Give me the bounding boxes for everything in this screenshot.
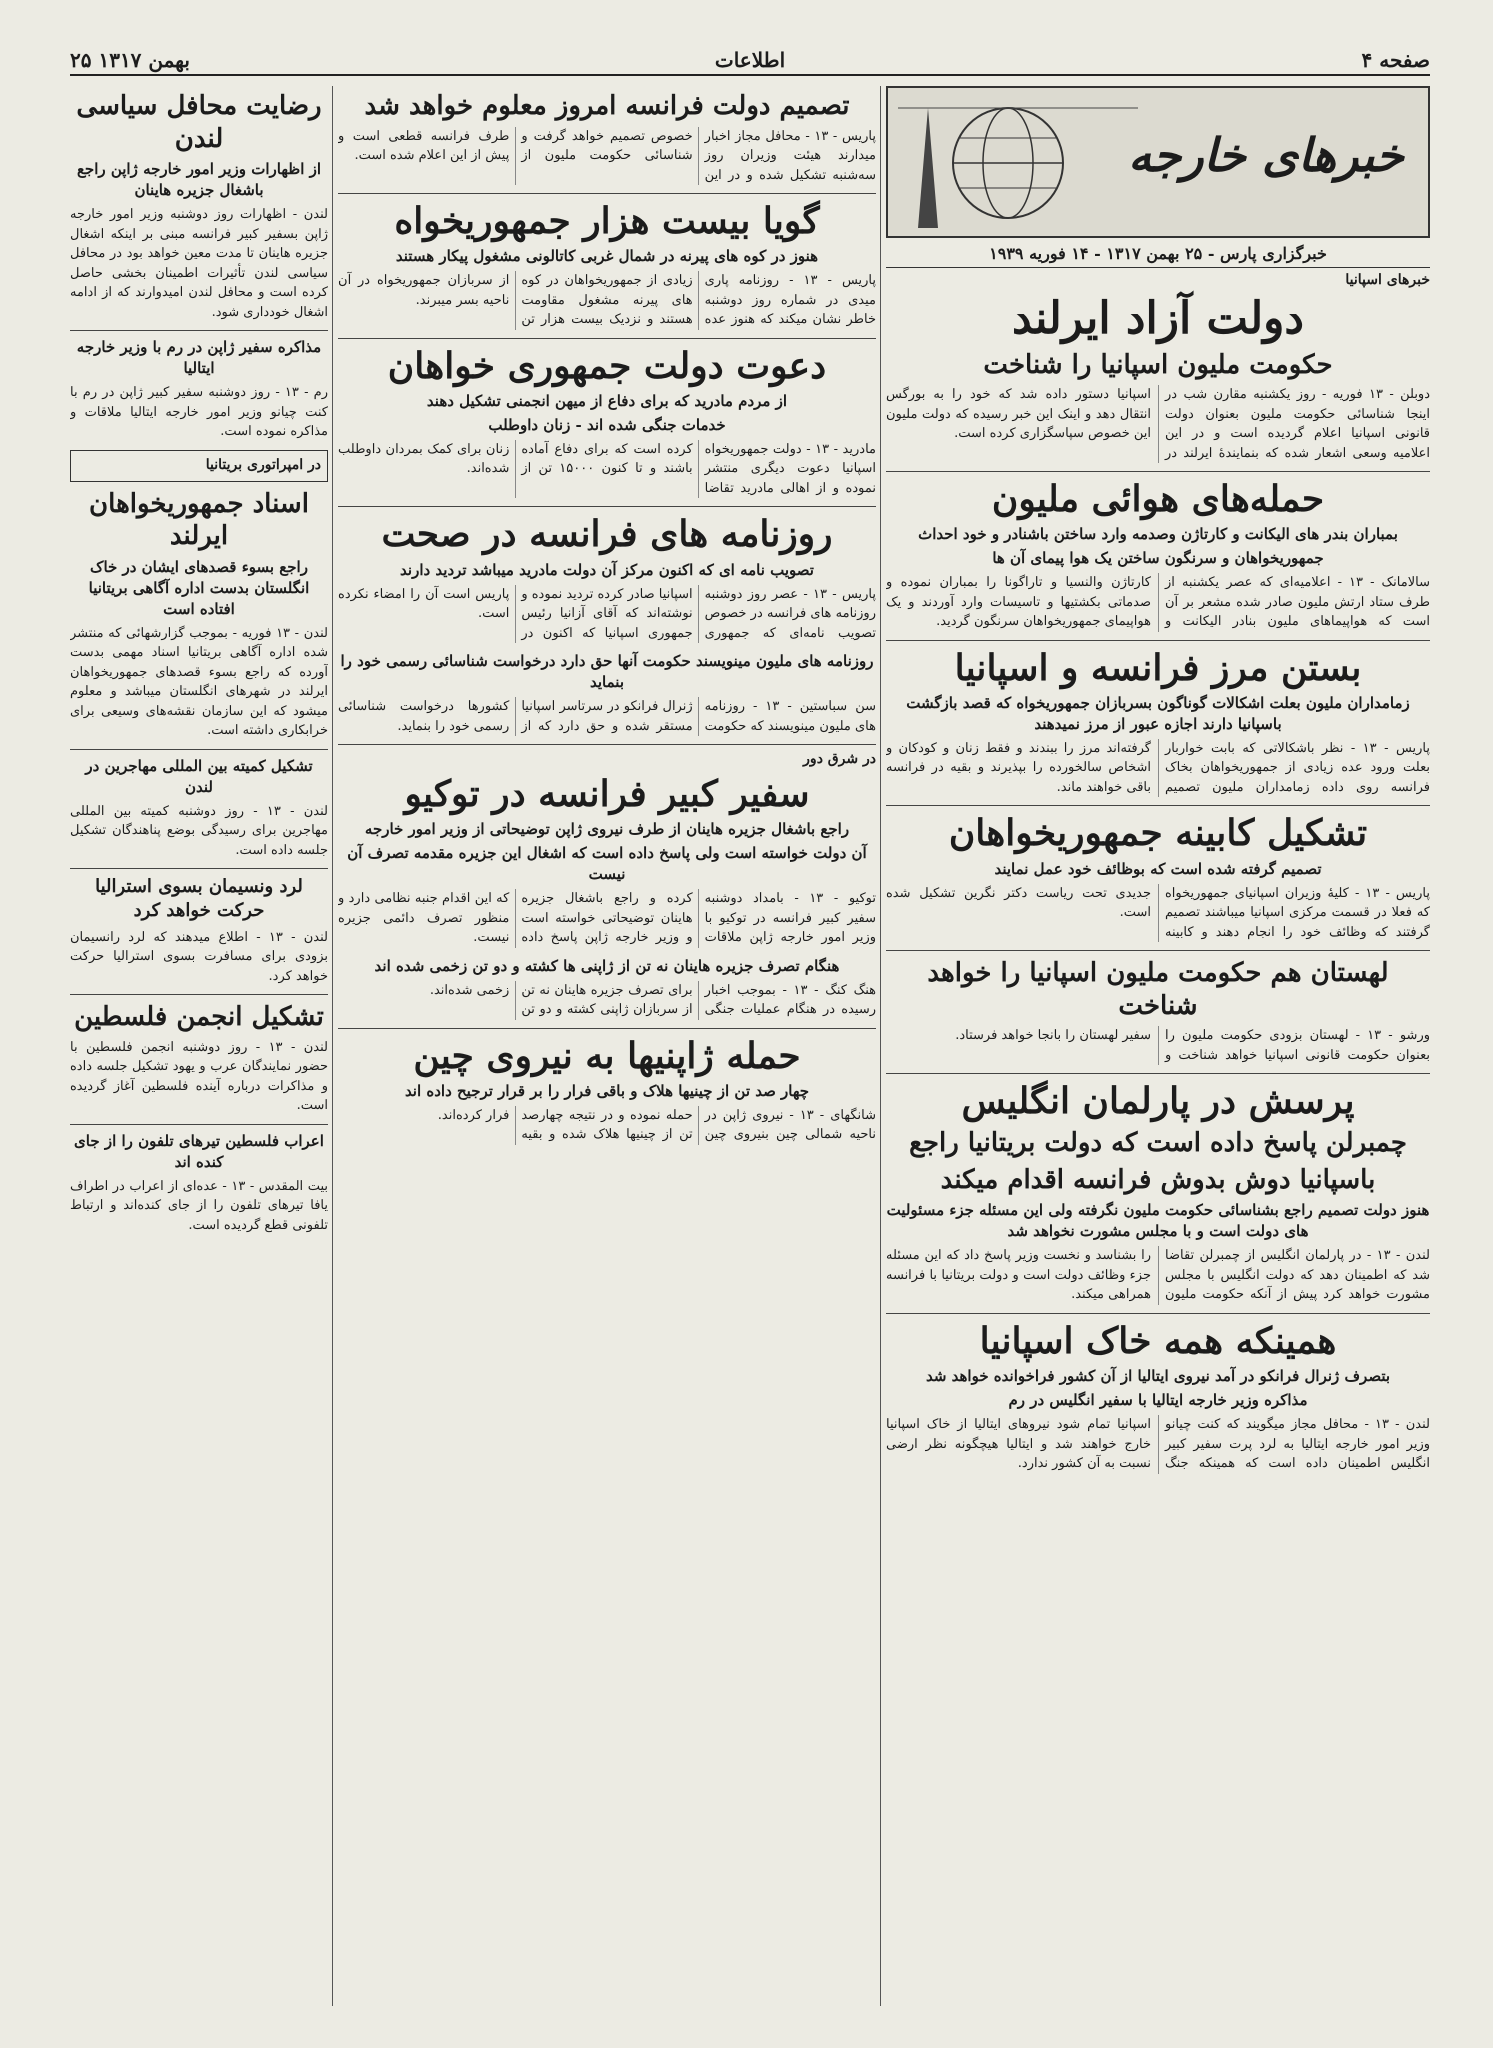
article-subheadline: حکومت ملیون اسپانیا را شناخت xyxy=(983,349,1333,380)
foreign-news-banner xyxy=(886,86,1430,238)
article-subheadline: هنگام تصرف جزیره هاینان نه تن از ژاپنی ها کشته و دو تن زخمی شده اند xyxy=(374,956,840,975)
section-tag: خبرهای اسپانیا xyxy=(1345,272,1430,288)
section-tag: در شرق دور xyxy=(803,751,876,768)
article-headline: اسناد جمهوریخواهان ایرلند xyxy=(89,488,309,551)
column-divider xyxy=(332,86,333,2006)
article-subheadline: روزنامه های ملیون مینویسند حکومت آنها حق دارد درخواست شناسائی رسمی خود را بنماید xyxy=(340,652,874,692)
article-body: پاریس - ۱۳ - کلیهٔ وزیران اسپانیای جمهوریخواه که فعلا در قسمت مرکزی اسپانیا میباشند تصمیم گرفتند که وظائف خود را انجام دهند و کابینه جدیدی تحت ریاست دکتر نگرین تشکیل شده است. xyxy=(886,885,1430,940)
article-headline: اعراب فلسطین تیرهای تلفون را از جای کنده اند xyxy=(74,1131,324,1171)
divider xyxy=(886,471,1430,472)
article-headline: تشکیل کابینه جمهوریخواهان xyxy=(948,812,1368,855)
article-subheadline: بمباران بندر های الیکانت و کارتاژن وصدمه وارد ساختن باشنادر و خود احداث xyxy=(918,525,1398,544)
article-body: سالامانک - ۱۳ - اعلامیه‌ای که عصر یکشنبه از طرف ستاد ارتش ملیون صادر شده مشعر بر آن است که هواپیماهای ملیون بنادر الیکانت و کارتاژن والنسیا و تاراگونا را بمباران نموده و صدماتی بکشتیها و تاسیسات وارد آوردند و یک هواپیمای جمهوریخواهان سرنگون گردید. xyxy=(886,575,1430,630)
divider xyxy=(338,506,876,507)
article-body: دوبلن - ۱۳ فوریه - روز یکشنبه مقارن شب در اینجا شناسائی حکومت ملیون بعنوان دولت قانونی اسپانیا اعلام گردیده است و در این اعلامیه وسعی اشعار شده که بنمایندهٔ ایرلند در اسپانیا دستور داده شد که خود را به بورگس انتقال دهد و اینک این خبر رسیده که دولت ملیون این خصوص سپاسگزاری کرده است. xyxy=(886,387,1430,461)
masthead-paper-name: اطلاعات xyxy=(714,48,786,72)
article-body: لندن - ۱۳ - اطلاع میدهند که لرد رانسیمان بزودی برای مسافرت بسوی استرالیا حرکت خواهد کرد. xyxy=(70,929,328,984)
article-body: ورشو - ۱۳ - لهستان بزودی حکومت ملیون را بعنوان حکومت قانونی اسپانیا خواهد شناخت و سفیر لهستان را بانجا خواهد فرستاد. xyxy=(955,1028,1430,1063)
article-body: لندن - اظهارات روز دوشنبه وزیر امور خارجه ژاپن بسفیر کبیر فرانسه مبنی بر اینکه اشغال جزیره هاینان تا مدت معین خواهد بود در محافل سیاسی لندن تأثیرات اطمینان بخشی حاصل کرده است و محافل لندن امیدوارند که از ادامه اشغال خودداری شود. xyxy=(70,207,328,320)
article-body: پاریس - ۱۳ - محافل مجاز اخبار میدارند هیئت وزیران روز سه‌شنبه تشکیل شده و در این خصوص تصمیم خواهد گرفت و شناسائی حکومت ملیون از طرف فرانسه قطعی است و پیش از این اعلام شده است. xyxy=(338,128,876,183)
section-title: خبرهای خارجه xyxy=(1128,128,1404,182)
article-headline: حمله ژاپنیها به نیروی چین xyxy=(413,1034,801,1077)
article-subheadline: جمهوریخواهان و سرنگون ساختن یک هوا پیمای آن ها xyxy=(992,549,1324,568)
article-headline: رضایت محافل سیاسی لندن xyxy=(76,91,322,154)
article-body: شانگهای - ۱۳ - نیروی ژاپن در ناحیه شمالی چین بنیروی چین حمله نموده و در نتیجه چهارصد تن از چینیها هلاک شده و بقیه فرار کرده‌اند. xyxy=(437,1107,876,1143)
article-subheadline: از اظهارات وزیر امور خارجه ژاپن راجع باشغال جزیره هاینان xyxy=(76,160,322,199)
divider xyxy=(886,640,1430,641)
article-subheadline: تصمیم گرفته شده است که بوظائف خود عمل نمایند xyxy=(994,859,1322,878)
article-subheadline: راجع باشغال جزیره هاینان از طرف نیروی ژاپن توضیحاتی از وزیر امور خارجه xyxy=(364,820,850,839)
article-headline: روزنامه های فرانسه در صحت xyxy=(381,513,833,556)
article-subheadline: آن دولت خواسته است ولی پاسخ داده است که اشغال این جزیره مقدمه تصرف آن نیست xyxy=(347,844,867,884)
article-subheadline: خدمات جنگی شده اند - زنان داوطلب xyxy=(488,415,726,434)
divider xyxy=(338,1028,876,1029)
divider xyxy=(70,1124,328,1125)
divider xyxy=(338,744,876,745)
right-column xyxy=(886,86,1430,2006)
masthead xyxy=(70,46,1430,76)
article-headline: لهستان هم حکومت ملیون اسپانیا را خواهد شناخت xyxy=(927,958,1389,1021)
article-headline: سفیر کبیر فرانسه در توکیو xyxy=(404,773,810,816)
article-body: لندن - ۱۳ - روز دوشنبه کمیته بین المللی مهاجرین برای رسیدگی بوضع پناهندگان تشکیل جلسه داده است. xyxy=(70,803,328,858)
article-body: لندن - ۱۳ - در پارلمان انگلیس از چمبرلن تقاضا شد که اطمینان دهد که دولت انگلیس با مجلس مشورت خواهد کرد پیش از آنکه حکومت ملیون را بشناسد و نخست وزیر پاسخ داد که این مسئله جزء وظائف دولت است و دولت بریتانیا با فرانسه همراهی میکند. xyxy=(886,1248,1430,1303)
article-subheadline: زمامداران ملیون بعلت اشکالات گوناگون بسربازان جمهوریخواه که قصد بازگشت باسپانیا دارند اجازه عبور از مرز نمیدهند xyxy=(906,693,1410,733)
article-body: بیت المقدس - ۱۳ - عده‌ای از اعراب در اطراف یافا تیرهای تلفون را از جای کنده‌اند و ارتباط تلفونی قطع گردیده است. xyxy=(70,1178,328,1233)
article-subheadline: مذاکره وزیر خارجه ایتالیا با سفیر انگلیس در رم xyxy=(1008,1391,1308,1410)
article-subheadline: از مردم مادرید که برای دفاع از میهن انجمنی تشکیل دهند xyxy=(426,391,788,410)
article-body: سن سباستین - ۱۳ - روزنامه های ملیون مینویسند که حکومت ژنرال فرانکو در سرتاسر اسپانیا مستقر شده و حق دارد که از کشورها درخواست شناسائی رسمی خود را بنماید. xyxy=(338,699,876,734)
article-headline: دعوت دولت جمهوری خواهان xyxy=(387,344,827,387)
divider xyxy=(886,950,1430,951)
article-headline: دولت آزاد ایرلند xyxy=(1012,293,1304,344)
article-body: لندن - ۱۳ - روز دوشنبه انجمن فلسطین با حضور نمایندگان عرب و یهود تشکیل جلسه داده و مذاکرات درباره آینده فلسطین آغاز گردیده است. xyxy=(70,1039,328,1114)
section-box xyxy=(70,450,328,482)
article-headline: تشکیل انجمن فلسطین xyxy=(74,1002,324,1033)
agency-dateline: خبرگزاری پارس - ۲۵ بهمن ۱۳۱۷ - ۱۴ فوریه ۱۹۳۹ xyxy=(886,244,1430,268)
divider xyxy=(70,868,328,869)
divider xyxy=(338,338,876,339)
article-body: لندن - ۱۳ - محافل مجاز میگویند که کنت چیانو وزیر امور خارجه ایتالیا به لرد پرت سفیر کبیر انگلیس اطمینان داده است که همینکه جنگ اسپانیا تمام شود نیروهای ایتالیا از خاک اسپانیا خارج خواهند شد و ایتالیا هیچگونه نظر ارضی نسبت به آن کشور ندارد. xyxy=(886,1417,1430,1472)
article-headline: تشکیل کمیته بین المللی مهاجرین در لندن xyxy=(85,756,313,796)
article-subheadline: هنوز در کوه های پیرنه در شمال غربی کاتالونی مشغول پیکار هستند xyxy=(395,247,819,266)
article-body: مادرید - ۱۳ - دولت جمهوریخواه اسپانیا دعوت دیگری منتشر نموده و از اهالی مادرید تقاضا کرده است که برای دفاع آماده باشند و تا کنون ۱۵۰۰۰ تن از زنان برای کمک بمردان داوطلب شده‌اند. xyxy=(338,441,876,496)
divider xyxy=(70,749,328,750)
article-body: پاریس - ۱۳ - روزنامه پاری میدی در شماره روز دوشنبه خاطر نشان میکند که هنوز عده زیادی از جمهوریخواهان در کوه های پیرنه مشغول مقاومت هستند و نزدیک بیست هزار تن از سربازان جمهوریخواه در آن ناحیه بسر میبرند. xyxy=(338,273,876,328)
article-body: پاریس - ۱۳ - عصر روز دوشنبه روزنامه های فرانسه در خصوص تصویب نامه‌ای که جمهوری اسپانیا صادر کرده تردید نموده و نوشته‌اند که آقای آزانیا رئیس جمهوری اسپانیا که اکنون در پاریس است آن را امضاء نکرده است. xyxy=(338,586,876,641)
article-body: هنگ کنگ - ۱۳ - بموجب اخبار رسیده در هنگام عملیات جنگی برای تصرف جزیره هاینان نه تن از سربازان ژاپنی کشته و دو تن زخمی شده‌اند. xyxy=(429,982,876,1018)
article-headline: همینکه همه خاک اسپانیا xyxy=(979,1319,1337,1362)
article-headline: گویا بیست هزار جمهوریخواه xyxy=(394,200,820,242)
left-column xyxy=(70,86,328,2006)
divider xyxy=(70,994,328,995)
article-subheadline: راجع بسوء قصدهای ایشان در خاک انگلستان بدست اداره آگاهی بریتانیا افتاده است xyxy=(88,557,310,618)
section-tag: در امپراتوری بریتانیا xyxy=(205,456,321,473)
article-body: پاریس - ۱۳ - نظر باشکالاتی که بابت خواربار بعلت ورود عده زیادی از جمهوریخواهان بخاک فرانسه روی داده زمامداران ملیون تصمیم گرفته‌اند مرز را ببندند و فقط زنان و کودکان و اشخاص سالخورده را بپذیرند و بقیه در فرانسه باقی خواهند ماند. xyxy=(886,740,1430,795)
divider xyxy=(886,805,1430,806)
article-subheadline: تصویب نامه ای که اکنون مرکز آن دولت مادرید میباشد تردید دارند xyxy=(400,560,814,579)
article-headline: حمله‌های هوائی ملیون xyxy=(991,478,1325,521)
divider xyxy=(338,193,876,194)
masthead-page-number: صفحه ۴ xyxy=(1361,48,1430,72)
article-subheadline: چهار صد تن از چینیها هلاک و باقی فرار را بر قرار ترجیح داده اند xyxy=(404,1081,810,1100)
article-subheadline: چمبرلن پاسخ داده است که دولت بریتانیا راجع xyxy=(909,1128,1407,1159)
article-headline: لرد ونسیمان بسوی استرالیا حرکت خواهد کرد xyxy=(95,876,303,922)
article-body: رم - ۱۳ - روز دوشنبه سفیر کبیر ژاپن در رم با کنت چیانو وزیر امور خارجه ایتالیا ملاقات و مذاکره نموده است. xyxy=(70,385,328,439)
article-subheadline: باسپانیا دوش بدوش فرانسه اقدام میکند xyxy=(940,1164,1376,1195)
article-body: لندن - ۱۳ فوریه - بموجب گزارشهائی که منتشر شده اداره آگاهی بریتانیا اسناد مهمی بدست آورده که راجع بسوء قصدهای جمهوریخواهان ایرلند در شهرهای انگلستان میباشد و معلوم میشود که این سازمان نقشه‌های وسیعی برای خرابکاری داشته است. xyxy=(70,625,328,738)
article-headline: مذاکره سفیر ژاپن در رم با وزیر خارجه ایتالیا xyxy=(76,338,322,377)
article-subheadline: هنوز دولت تصمیم راجع بشناسائی حکومت ملیون نگرفته ولی این مسئله جزء مسئولیت های دولت است و با مجلس مشورت نخواهد شد xyxy=(886,1201,1430,1241)
divider xyxy=(886,1313,1430,1314)
article-headline: پرسش در پارلمان انگلیس xyxy=(961,1080,1355,1123)
middle-column xyxy=(338,86,876,2006)
article-subheadline: بتصرف ژنرال فرانکو در آمد نیروی ایتالیا از آن کشور فراخوانده خواهد شد xyxy=(925,1367,1391,1386)
article-headline: تصمیم دولت فرانسه امروز معلوم خواهد شد xyxy=(364,91,850,121)
divider xyxy=(886,1073,1430,1074)
column-divider xyxy=(880,86,881,2006)
masthead-date: ۲۵ بهمن ۱۳۱۷ xyxy=(70,48,190,72)
article-body: توکیو - ۱۳ - بامداد دوشنبه سفیر کبیر فرانسه در توکیو با وزیر امور خارجه ژاپن ملاقات کرده و راجع باشغال جزیره هاینان توضیحاتی خواسته است و وزیر خارجه ژاپن پاسخ داده که این اقدام جنبه نظامی دارد و منظور تصرف دائمی جزیره نیست. xyxy=(338,891,876,946)
article-headline: بستن مرز فرانسه و اسپانیا xyxy=(954,646,1362,689)
divider xyxy=(70,330,328,331)
